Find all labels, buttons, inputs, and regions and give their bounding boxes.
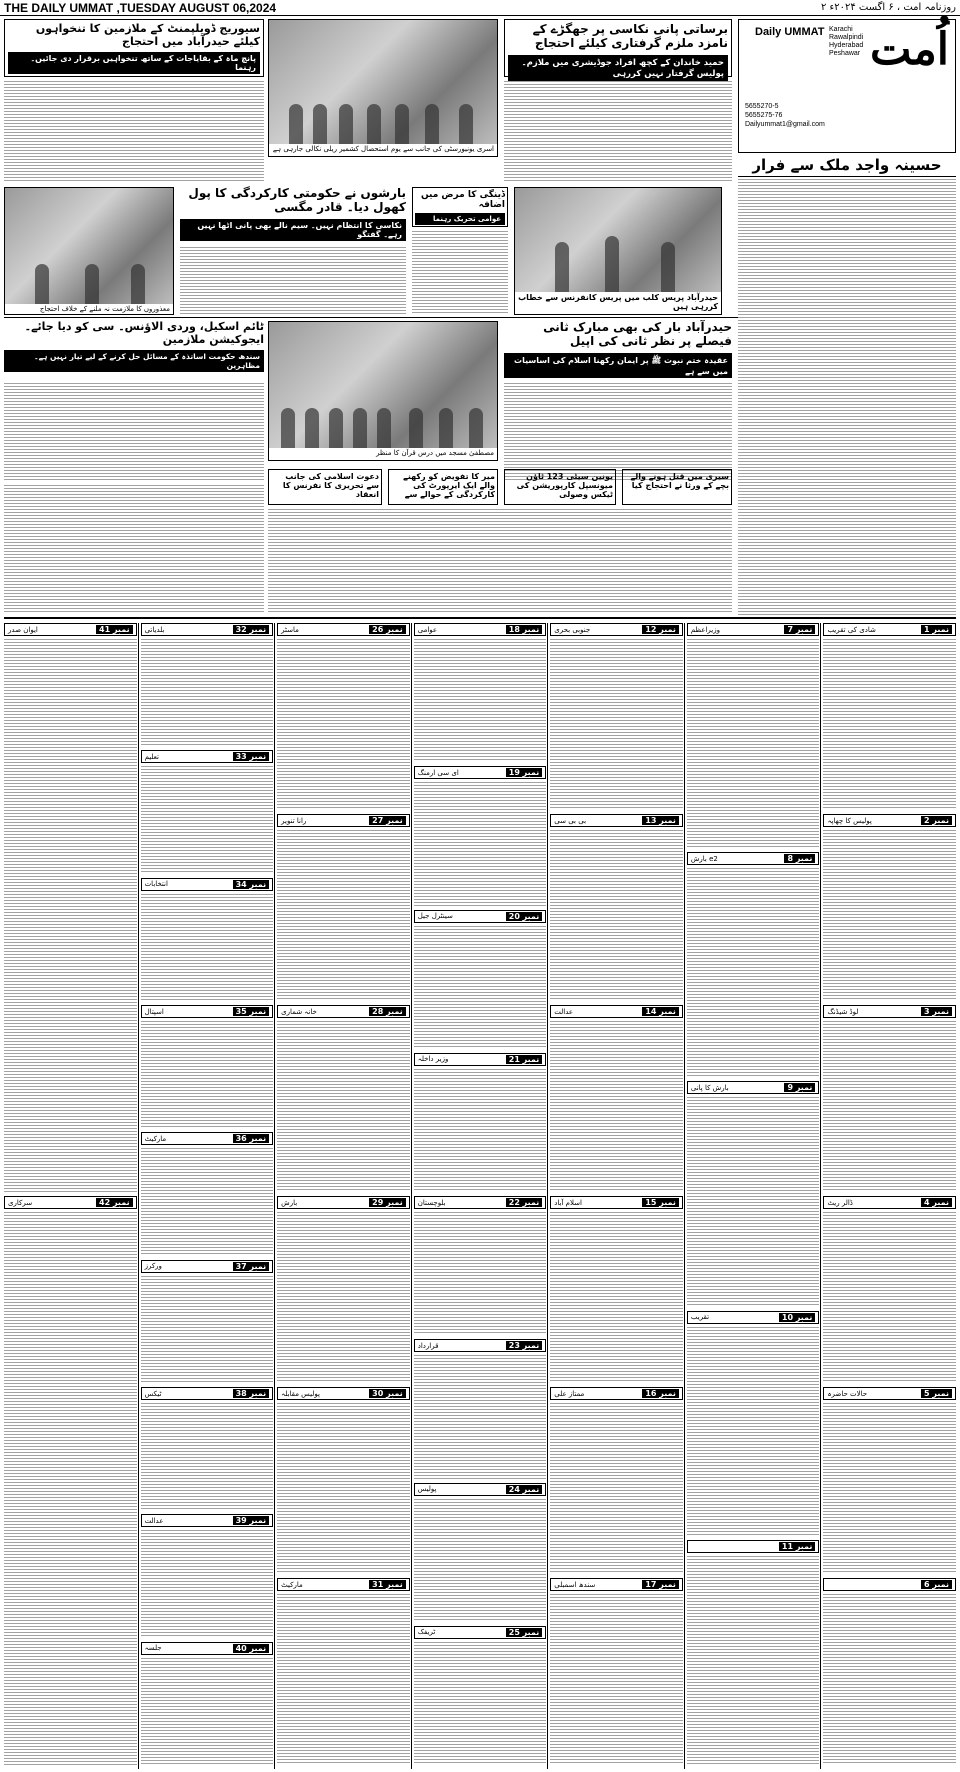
classified-item-body	[141, 894, 274, 1001]
classified-item-label: تقریب	[690, 1313, 710, 1322]
classified-item-label: عدالت	[144, 1516, 164, 1525]
classified-item-number: نمبر 36	[233, 1134, 270, 1143]
classified-item-tag	[414, 623, 547, 636]
classified-item-tag	[414, 1339, 547, 1352]
classified-item-body	[414, 782, 547, 905]
classified-item-number: نمبر 39	[233, 1516, 270, 1525]
rally-photo	[269, 20, 497, 144]
classified-item-number: نمبر 11	[779, 1542, 816, 1551]
classified-item-number: نمبر 31	[369, 1580, 406, 1589]
classified-item-label: شادی کی تقریب	[827, 625, 876, 634]
classified-item-number: نمبر 25	[506, 1628, 543, 1637]
press-caption: حیدرآباد پریس کلب میں پریس کانفرنس سے خطاب کررہی ہیں	[518, 293, 718, 311]
classified-item-tag	[823, 1196, 956, 1209]
classified-item-body	[277, 1594, 410, 1765]
classified-item-number: نمبر 7	[784, 625, 815, 634]
classified-item-number: نمبر 23	[506, 1341, 543, 1350]
classified-item-tag	[141, 1260, 274, 1273]
classified-item-body	[414, 1355, 547, 1478]
classified-item-label: خانہ شماری	[281, 1007, 317, 1016]
classified-item-body	[141, 1276, 274, 1383]
classified-item-tag	[550, 1005, 683, 1018]
classified-item-body	[414, 1069, 547, 1192]
short-story-4: دعوت اسلامی کی جانب سے تحریری کا نفرنس کا انعقاد	[268, 469, 382, 505]
classified-item-label: ورکرز	[144, 1262, 162, 1271]
classified-item-label: ماسٹر	[281, 625, 299, 634]
classified-item-number: نمبر 34	[233, 880, 270, 889]
classified-item-tag	[687, 852, 820, 865]
classified-item-tag	[277, 1005, 410, 1018]
classified-item-number: نمبر 24	[506, 1485, 543, 1494]
header-english: THE DAILY UMMAT ,TUESDAY AUGUST 06,2024	[4, 0, 277, 15]
classified-item-tag	[414, 1053, 547, 1066]
classified-item-label: اسلام آباد	[554, 1198, 582, 1207]
classified-item-body	[823, 639, 956, 810]
left-band-body	[4, 485, 264, 613]
classified-item-label: عدالت	[554, 1007, 574, 1016]
classified-item-number: نمبر 37	[233, 1262, 270, 1271]
classified-item-number: نمبر 14	[642, 1007, 679, 1016]
classified-item-body	[823, 830, 956, 1001]
classified-item-number: نمبر 10	[779, 1313, 816, 1322]
classified-item-label: بلدیاتی	[144, 625, 165, 634]
classified-item-body	[414, 639, 547, 762]
classified-column-6	[141, 623, 274, 1769]
classified-item-label: قرارداد	[417, 1341, 439, 1350]
classified-item-label: مارکیٹ	[281, 1580, 303, 1589]
classified-item-number: نمبر 20	[506, 912, 543, 921]
classified-item-body	[141, 1658, 274, 1765]
classified-item-label: سینٹرل جیل	[417, 912, 453, 920]
dars-photo-frame	[268, 321, 498, 461]
classified-item-label: وزیر داخلہ	[417, 1055, 449, 1064]
classified-item-number: نمبر 8	[784, 854, 815, 863]
classified-item-label: سرکاری	[8, 1198, 33, 1207]
classified-item-label: عوامی	[417, 625, 438, 634]
classified-item-body	[4, 1212, 137, 1765]
classified-item-tag	[823, 623, 956, 636]
classified-item-body	[550, 1403, 683, 1574]
classified-item-number: نمبر 40	[233, 1644, 270, 1653]
classified-section	[4, 623, 956, 1769]
classified-item-tag	[141, 878, 274, 891]
classified-item-tag	[414, 1196, 547, 1209]
classified-item-tag	[687, 1540, 820, 1553]
protest-story-head: برساتی پانی نکاسی پر جھگڑے کے نامزد ملزم گرفتاری کیلئے احتجاج حمید خاندان کے کچھ افراد جوڈیشری میں ملازم۔ پولیس گرفتار نہیں کررہی	[504, 19, 732, 77]
disabled-protest-photo	[5, 188, 173, 304]
classified-item-number: نمبر 38	[233, 1389, 270, 1398]
classified-item-tag	[550, 814, 683, 827]
classified-item-number: نمبر 16	[642, 1389, 679, 1398]
classified-item-tag	[4, 623, 137, 636]
masthead-cities: Karachi Rawalpindi Hyderabad Peshawar	[829, 26, 864, 57]
classified-item-tag	[823, 1005, 956, 1018]
classified-item-body	[550, 1594, 683, 1765]
classified-column-3	[550, 623, 683, 1769]
classified-item-tag	[141, 623, 274, 636]
sewerage-body	[4, 81, 264, 183]
classified-item-body	[277, 639, 410, 810]
classified-column-2	[687, 623, 820, 1769]
classified-item-number: نمبر 4	[921, 1198, 952, 1207]
classified-item-body	[550, 1212, 683, 1383]
classified-item-label: پولیس کا چھاپہ	[827, 816, 872, 825]
classified-item-label: پولیس مقابلہ	[281, 1389, 320, 1398]
classified-item-number: نمبر 1	[921, 625, 952, 634]
classified-item-number: نمبر 29	[369, 1198, 406, 1207]
classified-item-tag	[141, 1387, 274, 1400]
rally-photo-frame	[268, 19, 498, 157]
classified-item-body	[277, 1403, 410, 1574]
classified-item-tag	[141, 1132, 274, 1145]
classified-item-label: بارش کا پانی	[690, 1083, 729, 1092]
hasina-headline: حسینہ واجد ملک سے فرار	[738, 157, 956, 177]
classified-item-tag	[823, 1387, 956, 1400]
rain-body	[180, 247, 406, 315]
classified-item-number: نمبر 22	[506, 1198, 543, 1207]
short-story-1: سیری میں قتل ہونے والے بچے کے ورثا نے احتجاج کیا	[622, 469, 732, 505]
classified-item-body	[141, 766, 274, 873]
classified-item-tag	[687, 623, 820, 636]
classified-item-label: بارش	[281, 1198, 298, 1207]
classified-item-body	[823, 1403, 956, 1574]
masthead-email: Dailyummat1@gmail.com	[745, 121, 825, 128]
disabled-protest-photo-frame	[4, 187, 174, 315]
classified-item-label: ممتاز علی	[554, 1389, 585, 1398]
short-story-2: یونین سیٹی 123 ٹاؤن میونسپل کارپوریشن کی ٹیکس وصولی	[504, 469, 616, 505]
time-scale-story-head: ٹائم اسکیل، وردی الاؤنس۔ سی کو دیا جائے۔ ایجوکیشن ملازمین سندھ حکومت اساتذہ کے مسائل حل کرنے کے لیے تیار نہیں ہے۔ مظاہرین	[4, 321, 264, 379]
classified-item-tag	[277, 1387, 410, 1400]
classified-column-4	[414, 623, 547, 1769]
press-photo	[515, 188, 721, 292]
classified-item-body	[823, 1212, 956, 1383]
classified-item-label: ٹیکس	[144, 1389, 162, 1398]
classified-item-tag	[277, 623, 410, 636]
classified-item-tag	[277, 1196, 410, 1209]
classified-item-label: جنوبی بحری	[554, 625, 591, 634]
classified-item-body	[550, 639, 683, 810]
newspaper-page	[4, 19, 956, 1769]
classified-item-tag	[550, 1196, 683, 1209]
classified-item-body	[687, 1097, 820, 1306]
classified-item-body	[141, 1403, 274, 1510]
dars-caption: مصطفیٰ مسجد میں درس قرآن کا منظر	[376, 449, 494, 457]
short-story-3: میر کا تفویض کو رکھنے والے ایک ایرپورٹ کی کارکردگی کے حوالے سے	[388, 469, 498, 505]
classified-item-number: نمبر 41	[96, 625, 133, 634]
classified-item-body	[687, 868, 820, 1077]
classified-item-label: سندھ اسمبلی	[554, 1580, 596, 1589]
classified-item-body	[141, 1021, 274, 1128]
classified-item-label: رانا تنویر	[281, 816, 307, 825]
classified-item-tag	[550, 1387, 683, 1400]
classified-item-body	[277, 830, 410, 1001]
classified-item-body	[414, 926, 547, 1049]
classified-item-number: نمبر 9	[784, 1083, 815, 1092]
classified-item-number: نمبر 18	[506, 625, 543, 634]
classified-item-label: ایوان صدر	[8, 625, 38, 634]
time-scale-body	[4, 383, 264, 481]
classified-item-tag	[550, 1578, 683, 1591]
hasina-body	[738, 179, 956, 615]
classified-item-label: اسپتال	[144, 1007, 164, 1016]
classified-item-label: لوڈ شیڈنگ	[827, 1007, 859, 1016]
classified-item-body	[414, 1212, 547, 1335]
classified-item-body	[141, 1148, 274, 1255]
classified-item-label: تعلیم	[144, 752, 160, 761]
classified-item-tag	[141, 1642, 274, 1655]
dengue-body	[412, 231, 508, 315]
classified-item-number: نمبر 15	[642, 1198, 679, 1207]
press-photo-frame	[514, 187, 722, 315]
dengue-box: ڈینگی کا مرض میں اضافہ عوامی تحریک رہنما	[412, 187, 508, 227]
classified-item-number: نمبر 32	[233, 625, 270, 634]
classified-item-label: ڈالر ریٹ	[827, 1198, 853, 1207]
classified-item-number: نمبر 28	[369, 1007, 406, 1016]
classified-item-body	[823, 1594, 956, 1765]
classified-item-label: ای سی ارمنگ	[417, 768, 459, 777]
classified-item-tag	[141, 1005, 274, 1018]
classified-item-label: وزیراعظم	[690, 625, 720, 634]
disabled-protest-caption: معذوروں کا ملازمت نہ ملنے کے خلاف احتجاج	[39, 305, 170, 313]
classified-item-number: نمبر 19	[506, 768, 543, 777]
classified-item-tag	[141, 1514, 274, 1527]
sewerage-story-head: سیوریج ڈویلپمنٹ کے ملازمین کا تنخواہوں کیلئے حیدرآباد میں احتجاج پانچ ماہ کے بقایاجات کے ساتھ تنخواہیں برقرار دی جائیں۔ رہنما	[4, 19, 264, 77]
classified-item-number: نمبر 6	[921, 1580, 952, 1589]
classified-item-number: نمبر 35	[233, 1007, 270, 1016]
classified-item-body	[277, 1021, 410, 1192]
classified-item-number: نمبر 30	[369, 1389, 406, 1398]
short-stories-body	[268, 509, 732, 613]
header-urdu: روزنامہ امت ، ۶ اگست ۲۰۲۴ء ۲	[820, 2, 956, 13]
classified-item-number: نمبر 13	[642, 816, 679, 825]
classified-item-label: ٹریفک	[417, 1628, 436, 1637]
masthead-english: Daily UMMAT	[755, 26, 825, 38]
classified-item-body	[550, 830, 683, 1001]
classified-item-body	[414, 1642, 547, 1765]
classified-item-tag	[141, 750, 274, 763]
classified-item-tag	[4, 1196, 137, 1209]
classified-column-7	[4, 623, 137, 1769]
classified-item-label: مارکیٹ	[144, 1134, 167, 1143]
page-header	[0, 0, 960, 16]
dars-photo	[269, 322, 497, 448]
classified-item-label: انتخابات	[144, 880, 168, 889]
classified-item-body	[687, 639, 820, 848]
rain-story-head: بارشوں نے حکومتی کارکردگی کا پول کھول دیا۔ قادر مگسی نکاسی کا انتظام نہیں۔ سیم نالے بھی پانی اٹھا نہیں رہے۔ گفتگو	[180, 187, 406, 245]
classified-item-number: نمبر 21	[506, 1055, 543, 1064]
classified-item-tag	[414, 1483, 547, 1496]
classified-item-body	[687, 1556, 820, 1765]
classified-item-tag	[823, 1578, 956, 1591]
masthead	[738, 19, 956, 153]
classified-item-body	[823, 1021, 956, 1192]
classified-item-number: نمبر 2	[921, 816, 952, 825]
classified-item-tag	[414, 766, 547, 779]
classified-item-label: e2 بارش	[690, 854, 718, 863]
classified-column-1	[823, 623, 956, 1769]
classified-item-body	[414, 1499, 547, 1622]
classified-item-body	[4, 639, 137, 1192]
classified-item-label: حالات حاضرہ	[827, 1389, 868, 1398]
rally-caption: اسری یونیورسٹی کی جانب سے یوم استحصال کشمیر ریلی نکالی جارہی ہے	[272, 145, 494, 153]
classified-item-tag	[687, 1311, 820, 1324]
classified-item-label: پولیس	[417, 1485, 437, 1493]
classified-item-body	[141, 1530, 274, 1637]
classified-item-body	[277, 1212, 410, 1383]
classified-item-tag	[414, 910, 547, 923]
classified-item-tag	[277, 814, 410, 827]
classified-item-number: نمبر 42	[96, 1198, 133, 1207]
classified-item-number: نمبر 5	[921, 1389, 952, 1398]
classified-item-number: نمبر 33	[233, 752, 270, 761]
classified-item-number: نمبر 17	[642, 1580, 679, 1589]
classified-item-body	[687, 1327, 820, 1536]
classified-item-body	[141, 639, 274, 746]
classified-item-label: جلسہ	[144, 1644, 162, 1653]
classified-column-5	[277, 623, 410, 1769]
classified-item-number: نمبر 12	[642, 625, 679, 634]
classified-item-number: نمبر 27	[369, 816, 406, 825]
classified-item-number: نمبر 26	[369, 625, 406, 634]
classified-item-tag	[687, 1081, 820, 1094]
classified-item-number: نمبر 3	[921, 1007, 952, 1016]
classified-item-body	[550, 1021, 683, 1192]
classified-item-tag	[277, 1578, 410, 1591]
masthead-logo: اُمت	[870, 24, 949, 75]
appeal-story-head: حیدرآباد بار کی بھی مبارک ثانی فیصلے پر نظر ثانی کی اپیل عقیدہ ختم نبوت ﷺ پر ایمان رکھنا اسلام کی اساسیات میں سے ہے	[504, 321, 732, 381]
classified-item-tag	[550, 623, 683, 636]
protest-body	[504, 81, 732, 181]
appeal-body	[504, 383, 732, 481]
classified-item-tag	[823, 814, 956, 827]
masthead-contact: 5655270-5 5655275-76 Dailyummat1@gmail.com	[745, 103, 825, 128]
classified-item-label: بی بی سی	[554, 816, 587, 825]
classified-item-tag	[414, 1626, 547, 1639]
classified-item-label: بلوچستان	[417, 1198, 446, 1207]
